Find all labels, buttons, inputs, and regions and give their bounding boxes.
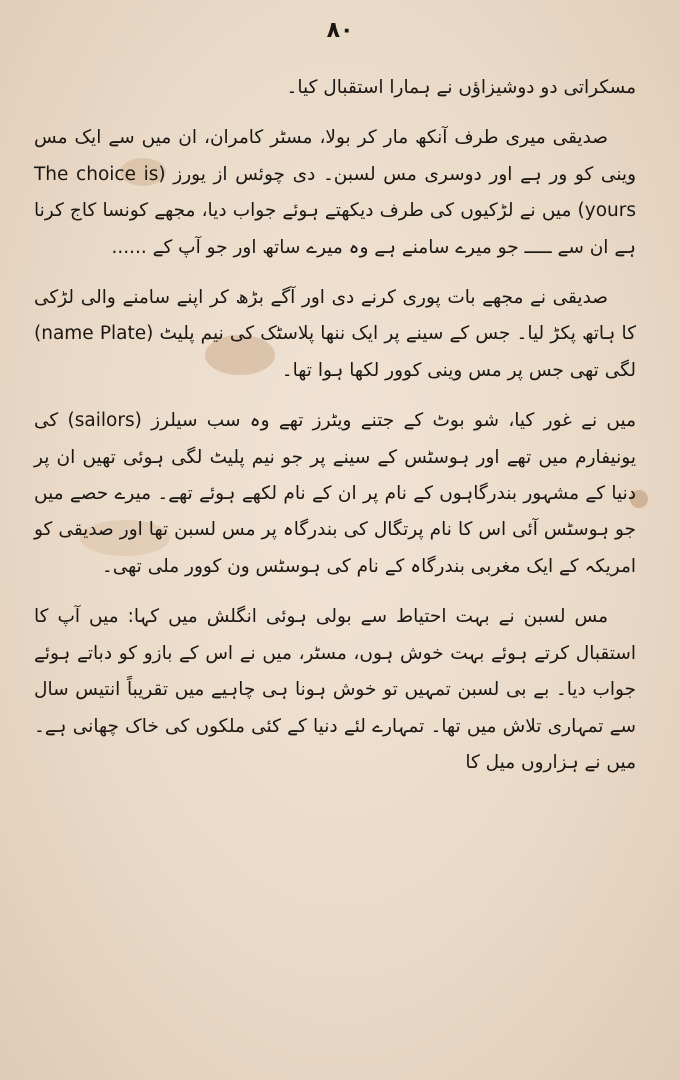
paragraph-3: صدیقی نے مجھے بات پوری کرنے دی اور آگے بڑھ کر اپنے سامنے والی لڑکی کا ہاتھ پکڑ لیا۔ جس کے سینے پر ایک ننھا پلاسٹک کی نیم پلیٹ (name Plate) لگی تھی جس پر مس وینی کوور لکھا ہوا تھا۔ xyxy=(34,287,637,381)
paragraph-2: صدیقی میری طرف آنکھ مار کر بولا، مسٹر کامران، ان میں سے ایک مس وینی کو ور ہے اور دوسری مس لسبن۔ دی چوئس از یورز (The choice is yours) میں نے لڑکیوں کی طرف دیکھتے ہوئے جواب دیا، مجھے کونسا کاج کرنا ہے ان سے ـــــ جو میرے سامنے ہے وہ میرے ساتھ اور جو آپ کے ...... xyxy=(34,127,637,258)
paragraph-4: میں نے غور کیا، شو بوٹ کے جتنے ویٹرز تھے وہ سب سیلرز (sailors) کی یونیفارم میں تھے اور ہوسٹس کے سینے پر جو نیم پلیٹ لگی ہوئی تھیں ان پر دنیا کے مشہور بندرگاہوں کے نام پر ان کے نام لکھے ہوئے تھے۔ میرے حصے میں جو ہوسٹس آئی اس کا نام پرتگال کی بندرگاہ پر مس لسبن تھا اور صدیقی کو امریکہ کے ایک مغربی بندرگاہ کے نام کی ہوسٹس ون کوور ملی تھی۔ xyxy=(34,410,636,577)
paragraph-5: مس لسبن نے بہت احتیاط سے بولی ہوئی انگلش میں کہا: میں آپ کا استقبال کرتے ہوئے بہت خوش ہوں، مسٹر، میں نے اس کے بازو کو دباتے ہوئے جواب دیا۔ بے بی لسبن تمہیں تو خوش ہونا ہی چاہیے میں تقریباً انتیس سال سے تمہاری تلاش میں تھا۔ تمہارے لئے دنیا کے کئی ملکوں کی خاک چھانی ہے۔ میں نے ہزاروں میل کا xyxy=(34,606,636,773)
paragraph-1: مسکراتی دو دوشیزاؤں نے ہمارا استقبال کیا۔ xyxy=(286,77,636,98)
body-text xyxy=(34,70,636,781)
page-number: ۸۰ xyxy=(326,18,354,43)
